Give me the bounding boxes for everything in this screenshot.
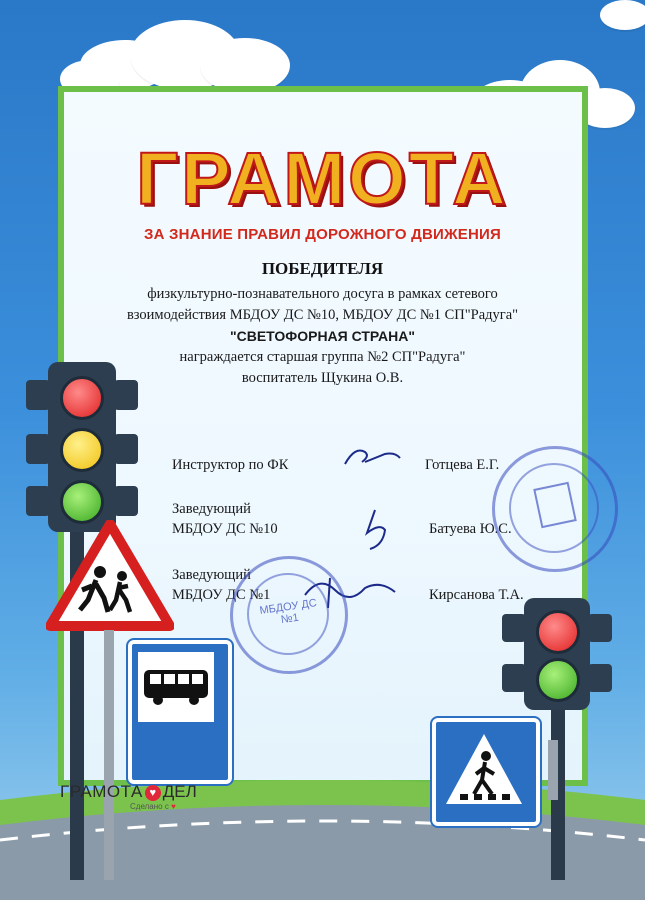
- children-crossing-sign-icon: [46, 520, 174, 632]
- certificate-title: ГРАМОТА: [136, 137, 509, 220]
- logo-left-text: ГРАМОТА: [60, 782, 143, 801]
- logo-right-text: ДЕЛ: [162, 782, 197, 801]
- heart-icon: ♥: [145, 785, 161, 801]
- certificate-subtitle: ЗА ЗНАНИЕ ПРАВИЛ ДОРОЖНОГО ДВИЖЕНИЯ: [144, 226, 501, 243]
- signatory-role-2a: Заведующий: [172, 501, 251, 517]
- cloud-small: [600, 0, 645, 30]
- official-stamp-1: [230, 556, 348, 674]
- signatory-role-3a: Заведующий: [172, 567, 251, 583]
- brand-logo: [60, 782, 197, 811]
- stamp-1-text: МБДОУ ДС №1: [258, 597, 318, 627]
- bus-icon: [142, 666, 210, 706]
- signature-mark-2: [355, 505, 400, 555]
- red-pedestrian-lamp-icon: [536, 610, 580, 654]
- signatory-name-1: Готцева Е.Г.: [425, 457, 500, 473]
- signatory-role-3b: МБДОУ ДС №1: [172, 587, 271, 603]
- signatory-name-3: Кирсанова Т.А.: [429, 587, 524, 603]
- green-pedestrian-lamp-icon: [536, 658, 580, 702]
- small-heart-icon: ♥: [171, 802, 176, 811]
- signatory-name-2: Батуева Ю.С.: [429, 521, 512, 537]
- logo-tagline: Сделано с: [130, 802, 169, 811]
- event-name: "СВЕТОФОРНАЯ СТРАНА": [229, 328, 416, 344]
- signature-mark-1: [340, 444, 410, 474]
- award-line-1: физкультурно-познавательного досуга в рамках сетевого: [147, 286, 498, 302]
- pedestrian-icon: [442, 728, 526, 812]
- signatory-role-2b: МБДОУ ДС №10: [172, 521, 278, 537]
- yellow-lamp-icon: [60, 428, 104, 472]
- green-lamp-icon: [60, 480, 104, 524]
- award-line-3: награждается старшая группа №2 СП"Радуга": [179, 349, 466, 365]
- red-lamp-icon: [60, 376, 104, 420]
- signatory-role-1: Инструктор по ФК: [172, 457, 289, 473]
- official-stamp-2: [492, 446, 618, 572]
- award-line-2: взоимодействия МБДОУ ДС №10, МБДОУ ДС №1 СП"Радуга": [126, 307, 519, 323]
- winner-heading: ПОБЕДИТЕЛЯ: [261, 259, 384, 278]
- award-line-4: воспитатель Щукина О.В.: [241, 370, 404, 386]
